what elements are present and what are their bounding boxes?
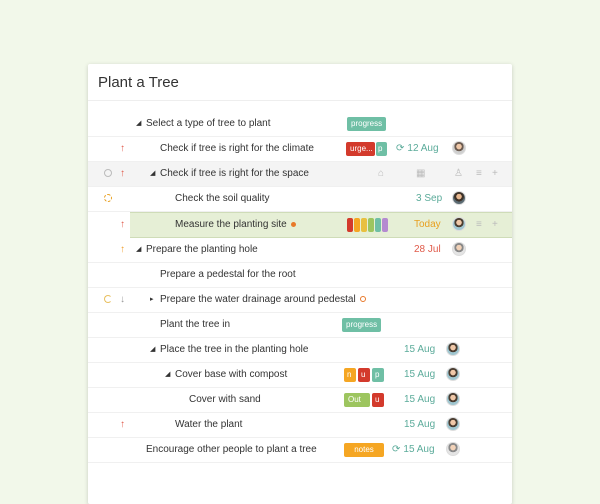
task-row[interactable]	[88, 137, 512, 162]
due-date[interactable]: 15 Aug	[404, 394, 436, 405]
task-row[interactable]	[88, 288, 512, 313]
add-icon[interactable]: +	[492, 168, 498, 179]
project-title: Plant a Tree	[98, 74, 179, 91]
collapse-icon[interactable]: ▸	[150, 296, 154, 303]
expand-icon[interactable]: ◢	[150, 346, 156, 353]
priority-up-icon[interactable]: ↑	[120, 143, 125, 154]
notes-dot-icon	[291, 222, 296, 227]
details-icon[interactable]: ≡	[476, 168, 482, 179]
progress-indicator-icon[interactable]	[104, 194, 112, 202]
priority-down-icon[interactable]: ↓	[120, 294, 125, 305]
assignee-avatar[interactable]	[452, 217, 466, 231]
expand-icon[interactable]: ◢	[136, 120, 142, 127]
color-tag[interactable]	[375, 218, 381, 232]
project-panel	[88, 64, 512, 504]
task-name[interactable]: Prepare a pedestal for the root	[160, 269, 296, 280]
due-date[interactable]: 3 Sep	[416, 193, 443, 204]
priority-up-icon[interactable]: ↑	[120, 219, 125, 230]
task-row[interactable]	[88, 238, 512, 263]
notes-dot-icon	[360, 296, 366, 302]
assignee-avatar[interactable]	[446, 367, 460, 381]
progress-tag[interactable]: progress	[342, 318, 381, 332]
expand-icon[interactable]: ◢	[165, 371, 171, 378]
assignee-avatar[interactable]	[446, 417, 460, 431]
title-divider	[88, 100, 512, 101]
color-tag[interactable]	[382, 218, 388, 232]
task-row[interactable]	[88, 413, 512, 438]
task-name[interactable]: Encourage other people to plant a tree	[146, 444, 317, 455]
assignee-avatar[interactable]	[446, 392, 460, 406]
task-name[interactable]: Prepare the planting hole	[146, 244, 258, 255]
complete-checkbox[interactable]	[104, 169, 112, 177]
color-tag[interactable]	[361, 218, 367, 232]
p-tag[interactable]: p	[376, 142, 387, 156]
task-row[interactable]	[88, 162, 512, 187]
notes-tag[interactable]: notes	[344, 443, 384, 457]
n-tag[interactable]: n	[344, 368, 356, 382]
assignee-avatar[interactable]	[452, 191, 466, 205]
task-row[interactable]	[88, 388, 512, 413]
calendar-icon[interactable]: ▦	[416, 168, 426, 179]
color-tag[interactable]	[368, 218, 374, 232]
task-row[interactable]	[88, 263, 512, 288]
priority-up-icon[interactable]: ↑	[120, 419, 125, 430]
due-date-text: 12 Aug	[407, 143, 439, 154]
progress-tag[interactable]: progress	[347, 117, 386, 131]
expand-icon[interactable]: ◢	[150, 170, 156, 177]
priority-up-icon[interactable]: ↑	[120, 244, 125, 255]
priority-up-icon[interactable]: ↑	[120, 168, 125, 179]
task-name[interactable]: Cover with sand	[189, 394, 261, 405]
expand-icon[interactable]: ◢	[136, 246, 142, 253]
task-name[interactable]: Water the plant	[175, 419, 243, 430]
task-name[interactable]: Check if tree is right for the climate	[160, 143, 314, 154]
progress-indicator-icon[interactable]	[104, 295, 112, 303]
task-name[interactable]	[160, 288, 366, 312]
due-date[interactable]	[392, 438, 435, 462]
p-tag[interactable]: p	[372, 368, 384, 382]
due-date-text: 15 Aug	[403, 444, 435, 455]
due-date[interactable]: Today	[414, 219, 441, 230]
due-date[interactable]: 15 Aug	[404, 344, 436, 355]
assignee-avatar[interactable]	[446, 442, 460, 456]
due-date[interactable]	[396, 137, 439, 161]
task-row-selected[interactable]	[120, 212, 512, 238]
urgent-tag[interactable]: urge...	[346, 142, 375, 156]
task-name-text: Measure the planting site	[175, 219, 287, 230]
due-date[interactable]: 28 Jul	[414, 244, 441, 255]
assignee-avatar[interactable]	[452, 242, 466, 256]
assignee-avatar[interactable]	[452, 141, 466, 155]
task-row[interactable]	[88, 313, 512, 338]
u-tag[interactable]: u	[358, 368, 370, 382]
task-row[interactable]	[88, 187, 512, 212]
task-row[interactable]	[88, 363, 512, 388]
repeat-icon: ⟳	[396, 143, 405, 154]
task-row[interactable]	[88, 112, 512, 137]
repeat-icon: ⟳	[392, 444, 401, 455]
out-tag[interactable]: Out	[344, 393, 370, 407]
color-tag[interactable]	[354, 218, 360, 232]
due-date[interactable]: 15 Aug	[404, 419, 436, 430]
assignee-icon[interactable]: ♙	[454, 168, 463, 179]
u-tag[interactable]: u	[372, 393, 384, 407]
task-name-text: Prepare the water drainage around pedestal	[160, 294, 356, 305]
task-list	[88, 112, 512, 463]
task-name[interactable]: Check the soil quality	[175, 193, 270, 204]
task-name[interactable]	[175, 213, 296, 237]
add-icon[interactable]: +	[492, 219, 498, 230]
due-date[interactable]: 15 Aug	[404, 369, 436, 380]
tag-icon[interactable]: ⌂	[378, 168, 385, 179]
task-name[interactable]: Check if tree is right for the space	[160, 168, 309, 179]
details-icon[interactable]: ≡	[476, 219, 482, 230]
color-tag[interactable]	[347, 218, 353, 232]
task-name[interactable]: Plant the tree in	[160, 319, 231, 330]
task-row[interactable]	[88, 438, 512, 463]
task-name[interactable]: Cover base with compost	[175, 369, 288, 380]
task-name[interactable]: Select a type of tree to plant	[146, 118, 271, 129]
assignee-avatar[interactable]	[446, 342, 460, 356]
task-row[interactable]	[88, 338, 512, 363]
task-name[interactable]: Place the tree in the planting hole	[160, 344, 309, 355]
